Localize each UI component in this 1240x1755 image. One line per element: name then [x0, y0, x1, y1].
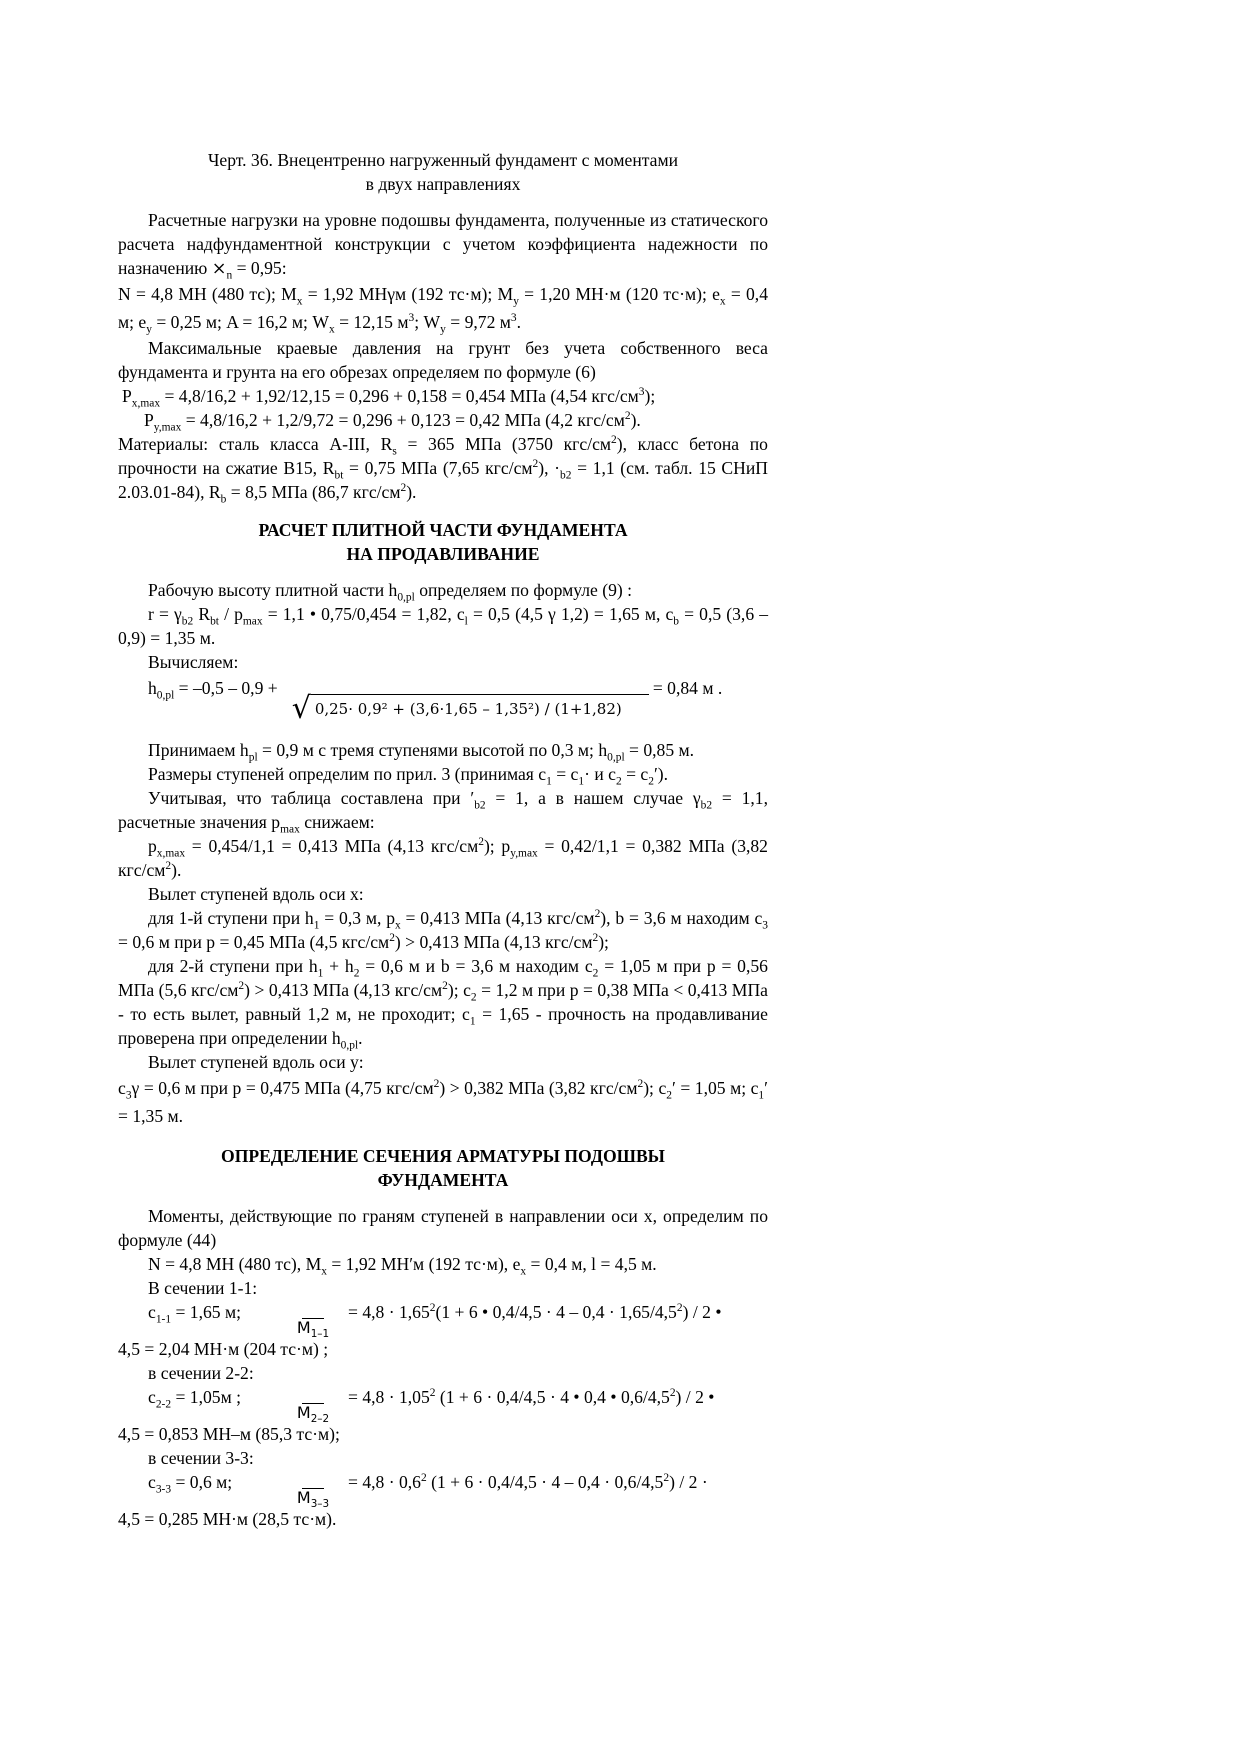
section-3-label: в сечении 3-3: [148, 1448, 254, 1468]
paragraph-overhang-y-values: $c_3\gamma = 0,6$ м при p = 0,475 МПа (4,75 кгс/$см^2) > 0,382$ МПа (3,82 кгс/$см^2$); $c_2' = 1,05$ м; $c_1' = 1,35$ м. [118, 1078, 768, 1126]
formula-h0pl-radicand: 0,25· 0,9² + (3,6·1,65 – 1,35²) / (1+1,82) [311, 694, 649, 721]
document-page [118, 148, 768, 1531]
paragraph-materials: Материалы: сталь класса А-III, $R_s = 365$ МПа (3750 кгс/$см^2$), класс бетона по прочности на сжатие В15, $R_{bt} = 0,75$ МПа (7,65 кгс/$см^2$), $\cdot_{b2} = 1,1$ (см. табл. 15 СНиП 2.03.01-84), $R_b = 8,5$ МПа (86,7 кгс/$см^2$). [118, 434, 768, 506]
calc-label: Вычисляем: [148, 652, 239, 672]
section-1-formula [118, 1300, 768, 1341]
paragraph-moments-intro: Моменты, действующие по граням ступеней в направлении оси x, определим по формуле (44) [118, 1206, 768, 1250]
formula-h0pl-rhs: = 0,84 м . [652, 678, 723, 698]
formula-px-max: $P_{x,max} = 4,8/16,2 + 1,92/12,15 = 0,296 + 0,158 = 0,454$ МПа (4,54 кгс/$см^3$); [122, 386, 656, 410]
paragraph-step-sizes: Размеры ступеней определим по прил. 3 (принимая $c_1 = c_1\cdot и$ $c_2 = c_2'$). [148, 764, 669, 788]
section-1-label: В сечении 1-1: [148, 1278, 258, 1298]
section-2-equation: = $4,8 \cdot 1,05^2$ (1 + 6 · 0,4/4,5 · 4 • 0,4 • $0,6/4,5^2) / 2$ • [348, 1387, 715, 1407]
moment-symbol-1: $M_{1-1}$ [296, 1318, 330, 1341]
section-2-formula [118, 1385, 768, 1426]
section-heading-reinforcement [118, 1144, 768, 1192]
section-1-result: 4,5 = 2,04 МН·м (204 тс·м) ; [118, 1339, 329, 1359]
heading-line-2: ФУНДАМЕНТА [377, 1170, 509, 1190]
figure-caption [118, 148, 768, 196]
section-heading-punching [118, 518, 768, 566]
paragraph-accept-hpl: Принимаем $h_{pl} = 0,9$ м с тремя ступенями высотой по 0,3 м; $h_{0,pl} = 0,85$ м. [148, 740, 695, 764]
moment-symbol-3: $M_{3-3}$ [296, 1488, 330, 1511]
section-2-label: в сечении 2-2: [148, 1363, 254, 1383]
paragraph-loads-intro: Расчетные нагрузки на уровне подошвы фундамента, полученные из статического расчета надфундаментной конструкции с учетом коэффициента надежности по назначению $⨯_n = 0,95$: [118, 210, 768, 282]
paragraph-pressure-intro: Максимальные краевые давления на грунт без учета собственного веса фундамента и грунта на его обрезах определяем по формуле (6) [118, 338, 768, 382]
sqrt-icon: √ [291, 691, 311, 726]
paragraph-working-height: Рабочую высоту плитной части $h_{0,pl}$ определяем по формуле (9) : [148, 580, 633, 604]
formula-p-reduced: $p_{x,max} = 0,454/1,1 = 0,413$ МПа (4,13 кгс/$см^2$); $p_{y,max} = 0,42/1,1 = 0,382$ МПа (3,82 кгс/$см^2$). [118, 836, 768, 880]
heading-line-1: ОПРЕДЕЛЕНИЕ СЕЧЕНИЯ АРМАТУРЫ ПОДОШВЫ [221, 1146, 665, 1166]
formula-h0pl-lhs: $h_{0,pl} = -0,5 - 0,9$ + [148, 678, 278, 702]
paragraph-overhang-y: Вылет ступеней вдоль оси y: [148, 1052, 364, 1072]
paragraph-overhang-x: Вылет ступеней вдоль оси x: [148, 884, 364, 904]
section-2-result: 4,5 = 0,853 МН–м (85,3 тс·м); [118, 1424, 340, 1444]
section-1-equation: = $4,8 \cdot 1,65^2(1 + 6$ • $0,4/4,5 \cdot 4 - 0,4 \cdot 1,65/4,5^2) / 2$ • [348, 1302, 722, 1322]
paragraph-pmax-reduce: Учитывая, что таблица составлена при $'_{b2} = 1$, а в нашем случае $\gamma_{b2} = 1,1$, расчетные значения $p_{max}$ снижаем: [118, 788, 768, 836]
paragraph-loads-values: N = 4,8 МН (480 тс); $M_x = 1,92$ МНγм (192 тс·м); $M_y = 1,20$ МН·м (120 тс·м); $e_x = 0,4$ м; $e_y = 0,25$ м; A = 16,2 м; $W_x = 12,15$ $м^3$; $W_y = 9,72$ $м^3$. [118, 284, 768, 336]
heading-line-2: НА ПРОДАВЛИВАНИЕ [346, 544, 540, 564]
caption-line-2: в двух направлениях [365, 174, 521, 194]
formula-h0pl [118, 676, 768, 724]
section-3-formula [118, 1470, 768, 1511]
section-2-c: $c_{2-2} = 1,05м$ ; [148, 1387, 241, 1411]
moment-symbol-2: $M_{2-2}$ [296, 1403, 330, 1426]
section-3-c: $c_{3-3} = 0,6$ м; [148, 1472, 233, 1496]
formula-n-mx: N = 4,8 МН (480 тс), $M_x = 1,92$ МН′м (192 тс·м), $e_x = 0,4$ м, l = 4,5 м. [148, 1254, 657, 1278]
heading-line-1: РАСЧЕТ ПЛИТНОЙ ЧАСТИ ФУНДАМЕНТА [258, 520, 628, 540]
section-3-result: 4,5 = 0,285 МН·м (28,5 тс·м). [118, 1509, 337, 1529]
section-1-c: $c_{1-1} = 1,65$ м; [148, 1302, 241, 1326]
paragraph-step-2: для 2-й ступени при $h_1 + h_2 = 0,6$ м и b = 3,6 м находим $c_2 = 1,05$ м при p = 0,56 МПа (5,6 кгс/$см^2) > 0,413$ МПа (4,13 кгс/$см^2$); $c_2 = 1,2$ м при p = 0,38 МПа < 0,413 МПа - то есть вылет, равный 1,2 м, не проходит; $c_1 = 1,65$ - прочность на продавливание проверена при определении $h_{0,pl}$. [118, 956, 768, 1052]
formula-r: $r = \gamma_{b2}$ $R_{bt} / p_{max} = 1,1$ • 0,75/0,454 = 1,82, $c_l = 0,5$ (4,5 γ 1,2) = 1,65 м, $c_b = 0,5$ (3,6 – 0,9) = 1,35 м. [118, 604, 769, 648]
paragraph-step-1: для 1-й ступени при $h_1 = 0,3$ м, $p_x = 0,413$ МПа (4,13 кгс/$см^2$), b = 3,6 м находим $c_3 = 0,6$ м при p = 0,45 МПа (4,5 кгс/$см^2) > 0,413$ МПа (4,13 кгс/$см^2$); [118, 908, 768, 952]
formula-py-max: $P_{y,max} = 4,8/16,2 + 1,2/9,72 = 0,296 + 0,123 = 0,42$ МПа (4,2 кгс/$см^2$). [144, 410, 641, 434]
caption-line-1: Черт. 36. Внецентренно нагруженный фундамент с моментами [207, 150, 679, 170]
section-3-equation: = $4,8 \cdot 0,6^2$ $(1 + 6 \cdot 0,4/4,5 \cdot 4 - 0,4 \cdot 0,6/4,5^2) / 2$ · [348, 1472, 708, 1492]
